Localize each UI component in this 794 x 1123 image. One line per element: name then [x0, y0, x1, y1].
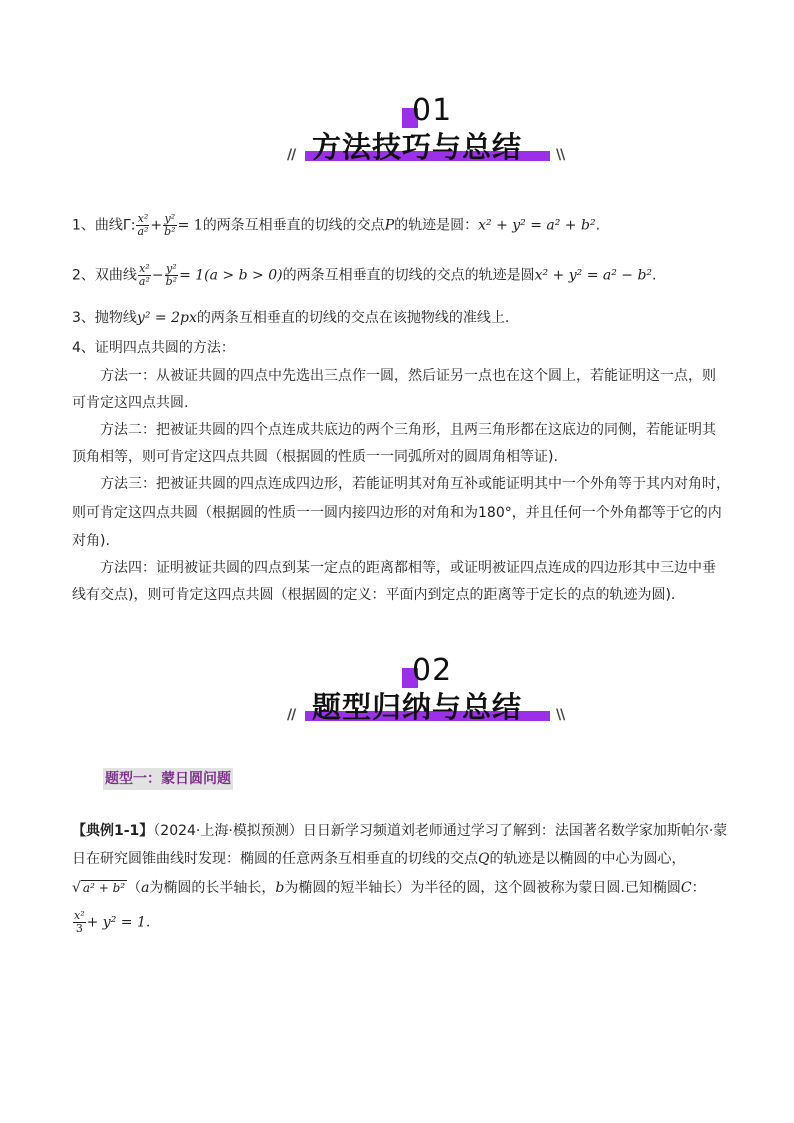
- section-title: 题型归纳与总结: [312, 690, 523, 724]
- fraction-y2-b2: $\frac{\text{y²}}{\text{b²}}$: [164, 212, 176, 238]
- left-slash: //: [287, 707, 296, 723]
- left-slash: //: [287, 147, 296, 163]
- method-3-line-3: 对角).: [72, 533, 110, 549]
- method-4-line-2: 线有交点)，则可肯定这四点共圆（根据圆的定义：平面内到定点的距离等于定长的点的轨迹为圆).: [72, 587, 676, 603]
- section-number: 02: [412, 653, 453, 688]
- right-slash: \\: [556, 707, 565, 723]
- fraction-x2-a2: $\frac{\text{x²}}{\text{a²}}$: [138, 262, 150, 288]
- example-line-4: $\frac{\text{x²}}{3}$ + y² = 1.: [74, 909, 151, 935]
- method-2-line-1: 方法二：把被证共圆的四个点连成共底边的两个三角形，且两三角形都在这底边的同侧，若能证明其: [100, 422, 716, 438]
- example-line-2: 日在研究圆锥曲线时发现：椭圆的任意两条互相垂直的切线的交点Q的轨迹是以椭圆的中心为圆心，: [72, 851, 686, 867]
- section-number: 01: [412, 93, 453, 128]
- example-line-3: √ a² + b² （a为椭圆的长半轴长，b为椭圆的短半轴长）为半径的圆，这个圆被称为蒙日圆.已知椭圆C：: [72, 880, 706, 896]
- method-2-line-2: 顶角相等，则可肯定这四点共圆（根据圆的性质一一同弧所对的圆周角相等证).: [72, 449, 558, 465]
- method-3-line-1: 方法三：把被证共圆的四点连成四边形，若能证明其对角互补或能证明其中一个外角等于其内对角时，: [100, 476, 730, 492]
- example-tag: 【典例1-1】: [72, 823, 154, 839]
- section-header-2: [0, 655, 794, 735]
- fraction-x2-a2: $\frac{\text{x²}}{\text{a²}}$: [137, 212, 149, 238]
- item-3: 3、抛物线y² = 2px的两条互相垂直的切线的交点在该抛物线的准线上.: [72, 310, 510, 326]
- method-1-line-1: 方法一：从被证共圆的四点中先选出三点作一圆，然后证另一点也在这个圆上，若能证明这一点，则: [100, 368, 716, 384]
- sqrt-expression: √ a² + b²: [72, 880, 126, 896]
- method-4-line-1: 方法四：证明被证共圆的四点到某一定点的距离都相等，或证明被证四点连成的四边形其中三边中垂: [100, 560, 716, 576]
- item-2: 2、双曲线 $\frac{\text{x²}}{\text{a²}}$ − $\frac{\text{y²}}{\text{b²}}$ = 1(a > b > 0)的两条互相垂直的切线的交点的轨迹是圆x² + y² = a² − b².: [72, 262, 657, 288]
- fraction-y2-b2: $\frac{\text{y²}}{\text{b²}}$: [165, 262, 178, 288]
- method-1-line-2: 可肯定这四点共圆.: [72, 395, 189, 411]
- example-line-1: 【典例1-1】（2024·上海·模拟预测）日日新学习频道刘老师通过学习了解到：法国著名数学家加斯帕尔·蒙: [72, 823, 728, 839]
- right-slash: \\: [556, 147, 565, 163]
- method-3-line-2: 则可肯定这四点共圆（根据圆的性质一一圆内接四边形的对角和为180°，并且任何一个外角都等于它的内: [72, 505, 722, 521]
- section-header-1: [0, 95, 794, 175]
- item-4: 4、证明四点共圆的方法：: [72, 340, 235, 356]
- question-type-label: 题型一：蒙日圆问题: [103, 768, 233, 790]
- item-1: 1、曲线Γ: $\frac{\text{x²}}{\text{a²}}$ + $\frac{\text{y²}}{\text{b²}}$ = 1的两条互相垂直的切线的交点P的轨迹是圆：x² + y² = a² + b².: [72, 212, 601, 238]
- fraction-x2-3: $\frac{\text{x²}}{3}$: [74, 909, 85, 935]
- section-title: 方法技巧与总结: [312, 130, 523, 164]
